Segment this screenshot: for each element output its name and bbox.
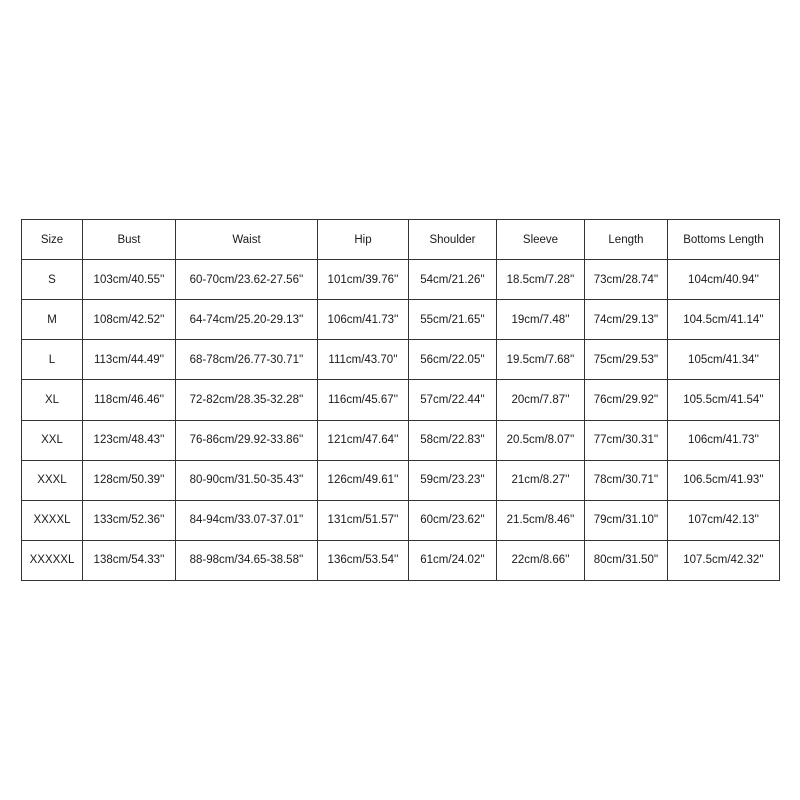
cell-sleeve: 21.5cm/8.46'' [497, 500, 585, 540]
cell-bottoms-length: 105.5cm/41.54'' [668, 380, 780, 420]
cell-shoulder: 57cm/22.44'' [409, 380, 497, 420]
cell-hip: 126cm/49.61'' [318, 460, 409, 500]
table-row [22, 380, 780, 420]
cell-bust: 103cm/40.55'' [83, 260, 176, 300]
cell-bottoms-length: 107.5cm/42.32'' [668, 540, 780, 580]
cell-sleeve: 18.5cm/7.28'' [497, 260, 585, 300]
size-chart-table [21, 219, 780, 581]
cell-shoulder: 60cm/23.62'' [409, 500, 497, 540]
cell-shoulder: 61cm/24.02'' [409, 540, 497, 580]
header-row [22, 220, 780, 260]
cell-bust: 118cm/46.46'' [83, 380, 176, 420]
cell-size: XXXL [22, 460, 83, 500]
cell-bust: 108cm/42.52'' [83, 300, 176, 340]
table-row [22, 460, 780, 500]
cell-bottoms-length: 106.5cm/41.93'' [668, 460, 780, 500]
cell-shoulder: 56cm/22.05'' [409, 340, 497, 380]
cell-size: XL [22, 380, 83, 420]
size-chart-body [22, 260, 780, 581]
header-size: Size [22, 220, 83, 260]
header-length: Length [585, 220, 668, 260]
header-shoulder: Shoulder [409, 220, 497, 260]
cell-hip: 116cm/45.67'' [318, 380, 409, 420]
cell-waist: 84-94cm/33.07-37.01'' [176, 500, 318, 540]
header-sleeve: Sleeve [497, 220, 585, 260]
cell-shoulder: 55cm/21.65'' [409, 300, 497, 340]
cell-hip: 136cm/53.54'' [318, 540, 409, 580]
cell-bottoms-length: 107cm/42.13'' [668, 500, 780, 540]
table-row [22, 300, 780, 340]
header-waist: Waist [176, 220, 318, 260]
cell-waist: 60-70cm/23.62-27.56'' [176, 260, 318, 300]
cell-hip: 131cm/51.57'' [318, 500, 409, 540]
cell-waist: 68-78cm/26.77-30.71'' [176, 340, 318, 380]
cell-waist: 76-86cm/29.92-33.86'' [176, 420, 318, 460]
cell-bust: 113cm/44.49'' [83, 340, 176, 380]
cell-bust: 128cm/50.39'' [83, 460, 176, 500]
cell-hip: 121cm/47.64'' [318, 420, 409, 460]
cell-size: L [22, 340, 83, 380]
table-row [22, 500, 780, 540]
table-row [22, 340, 780, 380]
header-bust: Bust [83, 220, 176, 260]
cell-length: 74cm/29.13'' [585, 300, 668, 340]
cell-sleeve: 21cm/8.27'' [497, 460, 585, 500]
cell-bottoms-length: 106cm/41.73'' [668, 420, 780, 460]
cell-hip: 106cm/41.73'' [318, 300, 409, 340]
cell-hip: 101cm/39.76'' [318, 260, 409, 300]
cell-sleeve: 19.5cm/7.68'' [497, 340, 585, 380]
cell-shoulder: 59cm/23.23'' [409, 460, 497, 500]
cell-sleeve: 19cm/7.48'' [497, 300, 585, 340]
cell-length: 73cm/28.74'' [585, 260, 668, 300]
cell-bust: 138cm/54.33'' [83, 540, 176, 580]
cell-bottoms-length: 104.5cm/41.14'' [668, 300, 780, 340]
cell-size: M [22, 300, 83, 340]
cell-waist: 64-74cm/25.20-29.13'' [176, 300, 318, 340]
cell-bottoms-length: 104cm/40.94'' [668, 260, 780, 300]
cell-sleeve: 20.5cm/8.07'' [497, 420, 585, 460]
cell-bust: 133cm/52.36'' [83, 500, 176, 540]
cell-size: S [22, 260, 83, 300]
cell-size: XXL [22, 420, 83, 460]
cell-size: XXXXXL [22, 540, 83, 580]
cell-length: 78cm/30.71'' [585, 460, 668, 500]
size-chart-header [22, 220, 780, 260]
header-bottoms-length: Bottoms Length [668, 220, 780, 260]
cell-waist: 72-82cm/28.35-32.28'' [176, 380, 318, 420]
table-row [22, 260, 780, 300]
cell-shoulder: 58cm/22.83'' [409, 420, 497, 460]
cell-length: 75cm/29.53'' [585, 340, 668, 380]
cell-sleeve: 22cm/8.66'' [497, 540, 585, 580]
cell-sleeve: 20cm/7.87'' [497, 380, 585, 420]
table-row [22, 540, 780, 580]
cell-hip: 111cm/43.70'' [318, 340, 409, 380]
cell-length: 77cm/30.31'' [585, 420, 668, 460]
cell-waist: 88-98cm/34.65-38.58'' [176, 540, 318, 580]
cell-waist: 80-90cm/31.50-35.43'' [176, 460, 318, 500]
cell-length: 79cm/31.10'' [585, 500, 668, 540]
cell-length: 76cm/29.92'' [585, 380, 668, 420]
cell-bottoms-length: 105cm/41.34'' [668, 340, 780, 380]
cell-bust: 123cm/48.43'' [83, 420, 176, 460]
cell-shoulder: 54cm/21.26'' [409, 260, 497, 300]
table-row [22, 420, 780, 460]
cell-length: 80cm/31.50'' [585, 540, 668, 580]
cell-size: XXXXL [22, 500, 83, 540]
header-hip: Hip [318, 220, 409, 260]
